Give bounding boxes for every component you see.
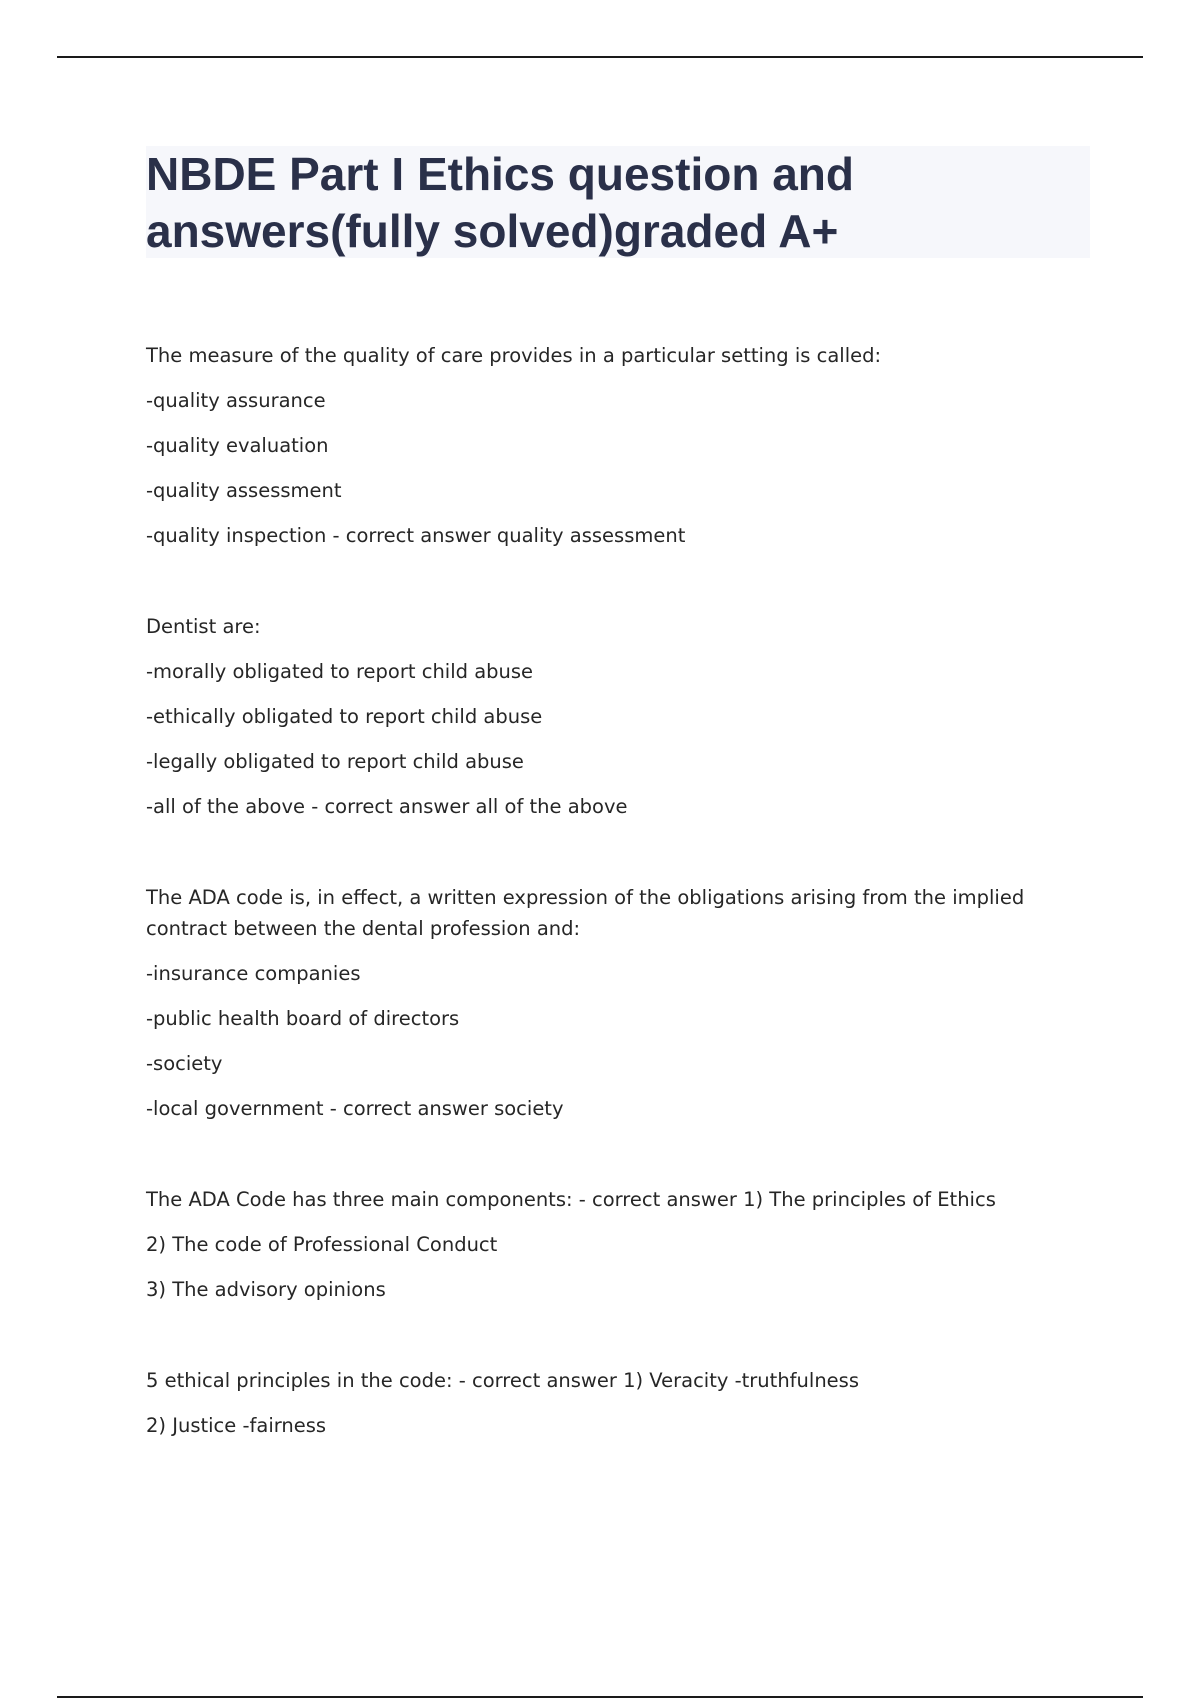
answer-option: -quality evaluation [146, 434, 329, 457]
answer-option: -society [146, 1052, 223, 1075]
top-rule [57, 56, 1143, 58]
answer-option: -public health board of directors [146, 1007, 460, 1030]
answer-option: -insurance companies [146, 962, 361, 985]
answer-line: 2) Justice -fairness [146, 1414, 327, 1437]
qa-block-5 [146, 1365, 1046, 1455]
answer-option: -ethically obligated to report child abuse [146, 705, 543, 728]
answer-option: -all of the above - correct answer all of the above [146, 795, 628, 818]
qa-block-3 [146, 882, 1046, 1138]
answer-option: -local government - correct answer society [146, 1097, 564, 1120]
answer-option: -quality assurance [146, 389, 326, 412]
qa-block-1 [146, 340, 1046, 565]
qa-block-2 [146, 611, 1046, 836]
qa-content [146, 340, 1046, 1501]
bottom-rule [57, 1696, 1143, 1698]
answer-line: 2) The code of Professional Conduct [146, 1233, 498, 1256]
question-text: 5 ethical principles in the code: - correct answer 1) Veracity -truthfulness [146, 1369, 859, 1392]
title-banner [146, 146, 1090, 258]
document-title: NBDE Part I Ethics question and answers(fully solved)graded A+ [146, 148, 854, 257]
answer-line: 3) The advisory opinions [146, 1278, 386, 1301]
answer-option: -quality assessment [146, 479, 342, 502]
question-text: Dentist are: [146, 615, 261, 638]
question-text: The ADA Code has three main components: - correct answer 1) The principles of Ethics [146, 1188, 996, 1211]
answer-option: -quality inspection - correct answer quality assessment [146, 524, 686, 547]
answer-option: -morally obligated to report child abuse [146, 660, 534, 683]
question-text: The measure of the quality of care provides in a particular setting is called: [146, 344, 882, 367]
question-text: The ADA code is, in effect, a written expression of the obligations arising from the implied contract between the dental profession and: [146, 886, 1025, 940]
qa-block-4 [146, 1184, 1046, 1319]
answer-option: -legally obligated to report child abuse [146, 750, 524, 773]
